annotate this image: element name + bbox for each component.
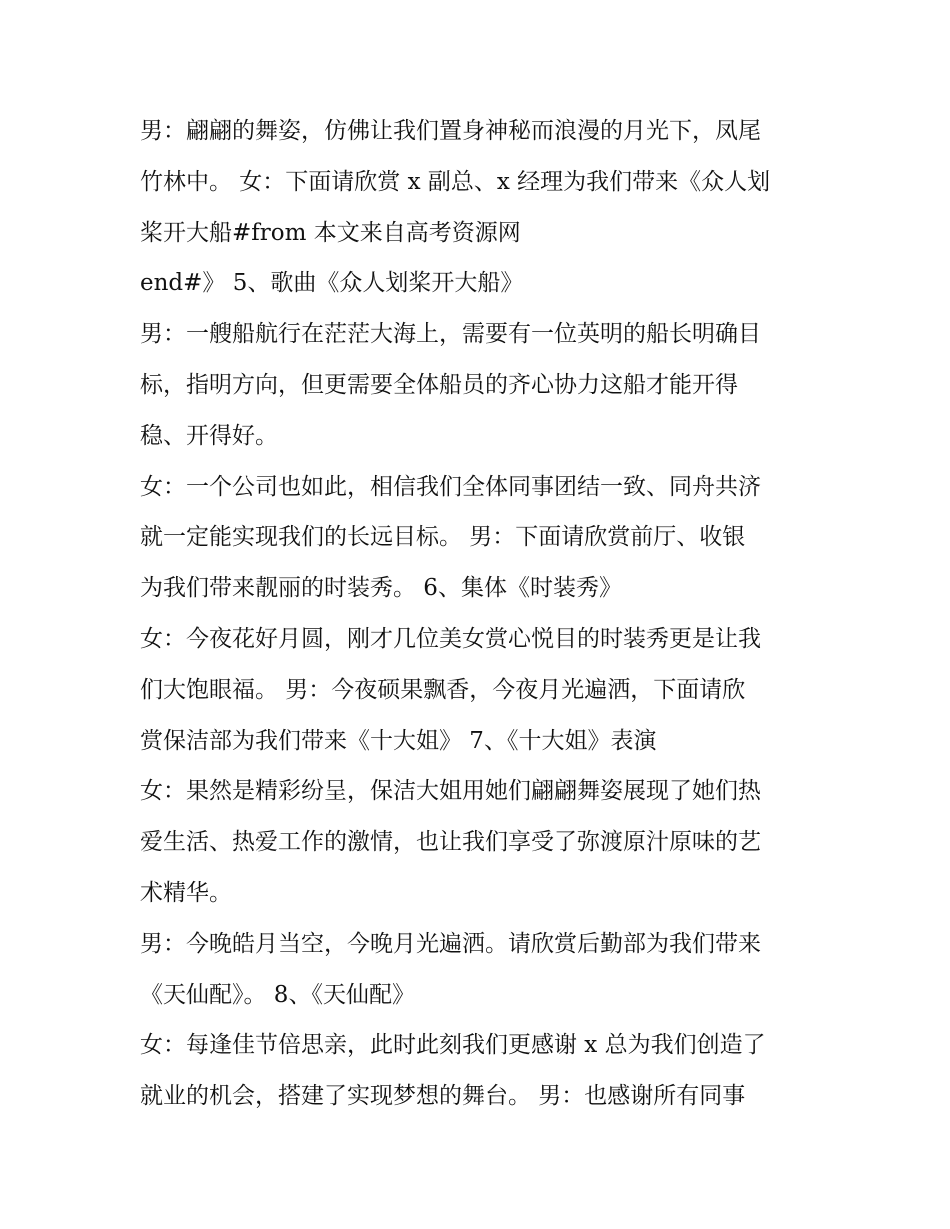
text-line: 标，指明方向，但更需要全体船员的齐心协力这船才能开得 (140, 371, 738, 398)
text-line: 桨开大船#from 本文来自高考资源网 (140, 219, 521, 246)
text-line: 为我们带来靓丽的时装秀。 6、集体《时装秀》 (140, 575, 622, 602)
text-line: 们大饱眼福。 男：今夜硕果飘香，今夜月光遍洒，下面请欣 (140, 676, 746, 703)
text-line: 女：果然是精彩纷呈，保洁大姐用她们翩翩舞姿展现了她们热 (140, 778, 761, 805)
text-line: 爱生活、热爱工作的激情，也让我们享受了弥渡原汁原味的艺 (140, 829, 761, 856)
text-line: 赏保洁部为我们带来《十大姐》 7、《十大姐》表演 (140, 727, 657, 754)
text-line: end#》 5、歌曲《众人划桨开大船》 (140, 270, 524, 297)
text-line: 术精华。 (140, 879, 232, 906)
text-line: 就业的机会，搭建了实现梦想的舞台。 男：也感谢所有同事 (140, 1083, 746, 1110)
text-line: 女：一个公司也如此，相信我们全体同事团结一致、同舟共济 (140, 473, 761, 500)
document-body (140, 106, 820, 1122)
text-line: 男：翩翩的舞姿，仿佛让我们置身神秘而浪漫的月光下，凤尾 (140, 118, 761, 144)
text-line: 《天仙配》。 8、《天仙配》 (140, 981, 415, 1008)
text-line: 男：一艘船航行在茫茫大海上，需要有一位英明的船长明确目 (140, 321, 761, 348)
text-line: 女：每逢佳节倍思亲，此时此刻我们更感谢 x 总为我们创造了 (140, 1032, 766, 1059)
text-line: 竹林中。 女：下面请欣赏 x 副总、x 经理为我们带来《众人划 (140, 168, 771, 195)
text-line: 男：今晚皓月当空，今晚月光遍洒。请欣赏后勤部为我们带来 (140, 930, 761, 957)
text-line: 稳、开得好。 (140, 422, 278, 449)
text-line: 女：今夜花好月圆，刚才几位美女赏心悦目的时装秀更是让我 (140, 625, 761, 652)
text-line: 就一定能实现我们的长远目标。 男：下面请欣赏前厅、收银 (140, 524, 746, 551)
